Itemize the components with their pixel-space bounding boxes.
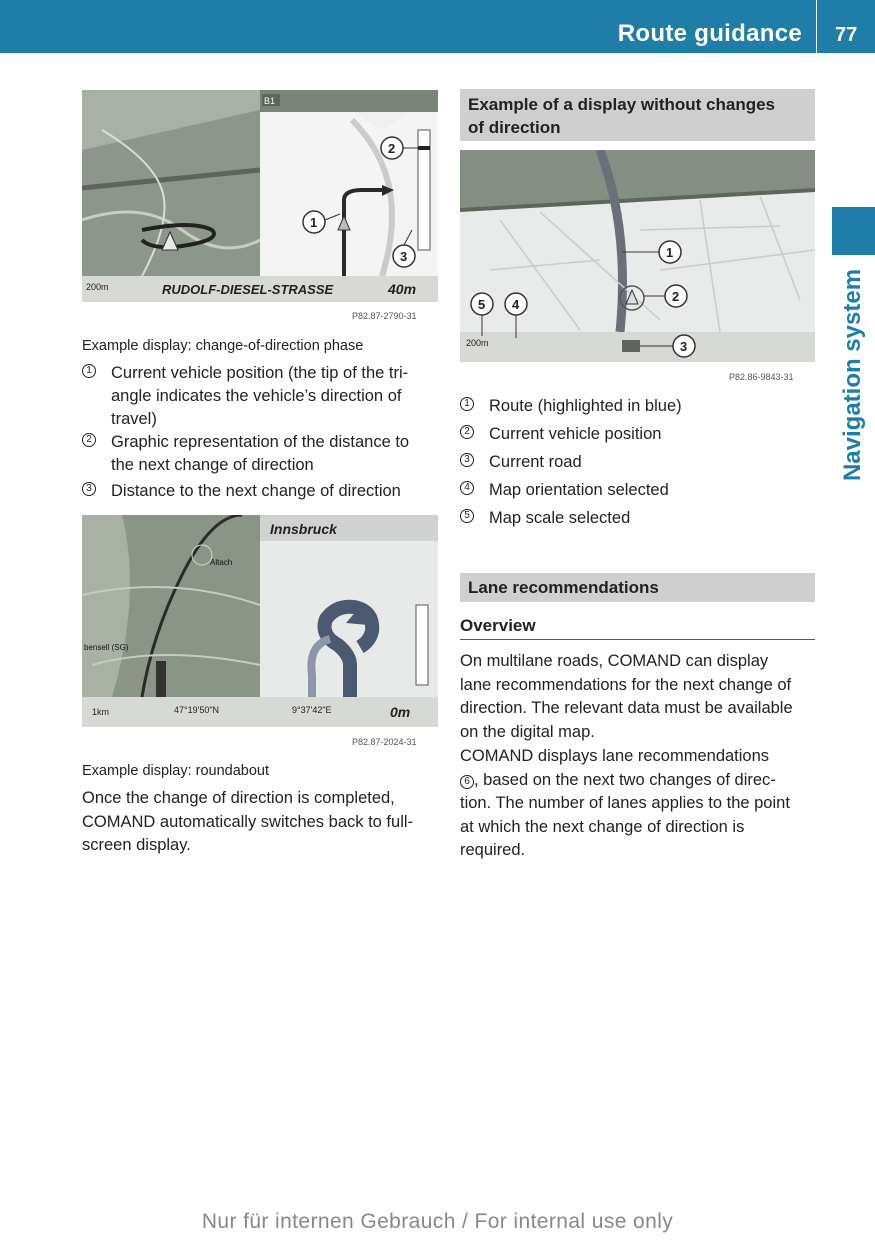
subheading: Overview [460, 616, 536, 635]
item-number: 2 [460, 425, 474, 439]
paragraph-line: required. [460, 841, 526, 859]
list-item [460, 451, 815, 474]
callout-2: 2 [672, 289, 680, 304]
footer-watermark: Nur für internen Gebrauch / For internal use only [201, 1210, 674, 1233]
figure-code: P82.87-2024-31 [352, 737, 417, 747]
callout-2: 2 [388, 141, 396, 156]
item-text [111, 362, 408, 431]
figure-code: P82.87-2790-31 [352, 311, 417, 321]
item-text [111, 431, 409, 477]
distance-readout: 40m [388, 281, 417, 297]
list-item [82, 362, 442, 432]
paragraph-line: direction. The relevant data must be available [460, 699, 793, 717]
item-number: 3 [460, 453, 474, 467]
section-heading-line: Example of a display without changes [468, 95, 776, 114]
place-label: Altach [210, 558, 233, 567]
paragraph-line: Once the change of direction is completed, [82, 789, 395, 807]
paragraph-line: lane recommendations for the next change of [460, 675, 792, 694]
list-item [82, 480, 442, 503]
header-bar [0, 0, 875, 53]
item-number: 2 [82, 433, 96, 447]
city-name: Innsbruck [270, 521, 337, 537]
item-text-line: Graphic representation of the distance to [111, 433, 410, 451]
callout-4: 4 [512, 297, 520, 312]
item-text-line: Current vehicle position (the tip of the tri- [111, 364, 409, 382]
paragraph [460, 650, 793, 744]
map-scale: 200m [86, 282, 109, 292]
street-name: RUDOLF-DIESEL-STRASSE [162, 282, 334, 297]
paragraph [82, 787, 413, 858]
map-illustration [460, 150, 815, 362]
item-number: 1 [460, 397, 474, 411]
figure-code: P82.86-9843-31 [729, 372, 794, 382]
item-number: 1 [82, 364, 96, 378]
map-illustration [82, 515, 438, 727]
item-text: Route (highlighted in blue) [489, 397, 682, 415]
item-text-line: the next change of direction [111, 456, 314, 474]
item-text: Current vehicle position [489, 425, 662, 443]
place-label: bensell (SG) [84, 643, 129, 652]
latitude-readout: 47°19'50"N [174, 705, 220, 715]
item-text-line: travel) [111, 410, 157, 428]
map-illustration [82, 90, 438, 302]
figure-caption: Example display: roundabout [82, 763, 270, 779]
section-heading [460, 89, 815, 141]
list-item [460, 395, 815, 418]
list-item [460, 507, 815, 530]
section-title: Route guidance [617, 20, 802, 47]
callout-3: 3 [680, 339, 688, 354]
paragraph-line: tion. The number of lanes applies to the point [460, 794, 790, 812]
header-divider [816, 0, 817, 53]
page-number: 77 [835, 24, 858, 46]
callout-3: 3 [400, 249, 408, 264]
list-item [460, 479, 815, 502]
section-heading-line: of direction [468, 118, 561, 137]
list-item [82, 431, 442, 477]
item-text: Map orientation selected [489, 481, 669, 499]
callout-1: 1 [666, 245, 674, 260]
road-badge: B1 [264, 96, 276, 106]
paragraph-line: screen display. [82, 836, 191, 854]
list-item [460, 423, 815, 446]
paragraph-line: COMAND automatically switches back to full- [82, 812, 414, 831]
callout-5: 5 [478, 297, 486, 312]
section-heading: Lane recommendations [460, 573, 815, 602]
item-text: Distance to the next change of direction [111, 482, 401, 500]
side-tab-marker [832, 207, 875, 255]
item-text-line: angle indicates the vehicle’s direction of [111, 387, 402, 405]
figure-roundabout [82, 515, 438, 727]
item-number: 5 [460, 509, 474, 523]
paragraph-line: on the digital map. [460, 722, 595, 741]
figure-caption: Example display: change-of-direction phase [82, 338, 364, 354]
item-number: 4 [460, 481, 474, 495]
paragraph-line: COMAND displays lane recommendations [460, 747, 770, 765]
item-text: Current road [489, 453, 582, 471]
paragraph-line: On multilane roads, COMAND can display [460, 652, 769, 670]
figure-change-of-direction [82, 90, 438, 302]
distance-readout: 0m [390, 704, 411, 720]
item-number: 3 [82, 482, 96, 496]
map-scale: 1km [92, 707, 110, 717]
subheading-rule [460, 639, 815, 640]
figure-no-direction-change [460, 150, 815, 362]
paragraph [460, 745, 790, 863]
side-tab-label: Navigation system [839, 268, 866, 482]
longitude-readout: 9°37'42"E [292, 705, 332, 715]
paragraph-line: , based on the next two changes of direc- [474, 770, 776, 789]
item-text: Map scale selected [489, 509, 631, 527]
inline-number: 6 [460, 775, 474, 789]
callout-1: 1 [310, 215, 318, 230]
map-scale: 200m [466, 338, 489, 348]
paragraph-line: at which the next change of direction is [460, 817, 745, 836]
